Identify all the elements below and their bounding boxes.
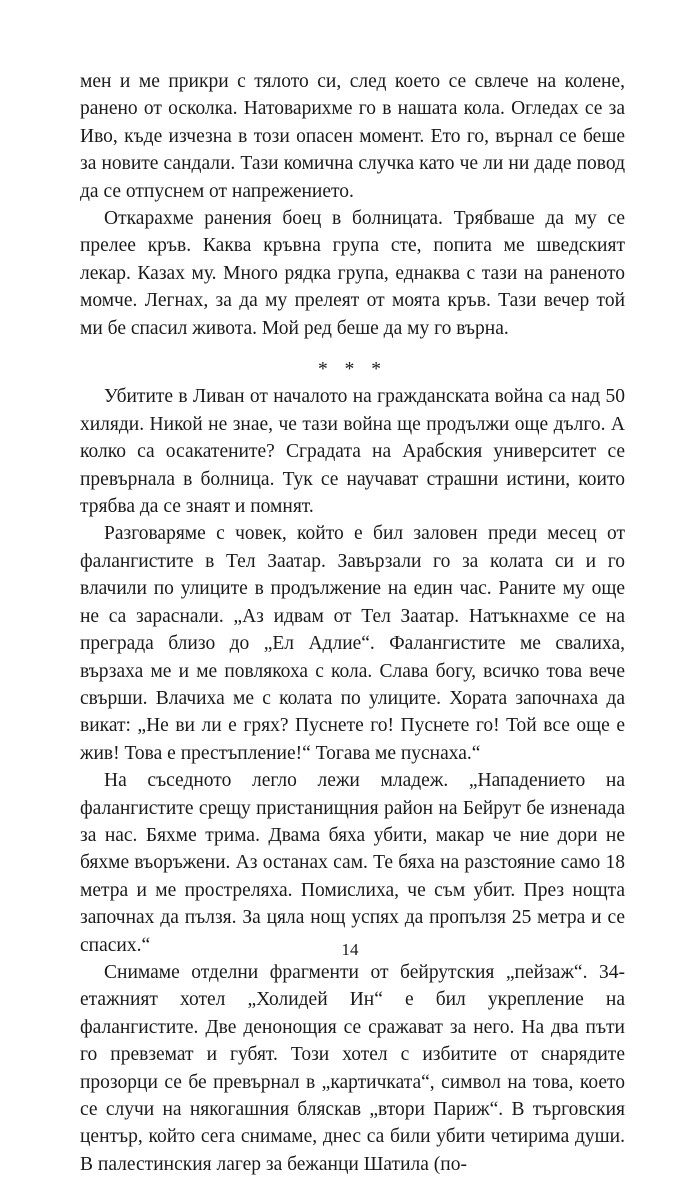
page-number: 14: [341, 940, 359, 959]
paragraph: Снимаме отделни фрагменти от бейрутския „пейзаж“. 34-етажният хотел „Холидей Ин“ е бил укрепление на фалангистите. Две денонощия се сражават за него. На два пъти го превземат и губят. Този хотел с избитите от снарядите прозорци се бе превърнал в „картичката“, символ на това, което се случи на някогашния бляскав „втори Париж“. В търговския център, който сега снимаме, днес са били убити четирима души. В палестинския лагер за бежанци Шатила (по-: [80, 961, 625, 1175]
paragraph: Откарахме ранения боец в болницата. Трябваше да му се прелее кръв. Каква кръвна група сте, попита ме шведският лекар. Казах му. Много рядка група, еднаква с тази на раненото момче. Легнах, за да му прелеят от моята кръв. Тази вечер той ми бе спасил живота. Мой ред беше да му го върна.: [80, 208, 625, 339]
paragraph-continued: мен и ме прикри с тялото си, след което се свлече на колене, ранено от осколка. Натоварихме го в нашата кола. Огледах се за Иво, къде изчезна в този опасен момент. Ето го, върнал се беше за новите сандали. Тази комична случка като че ли ни даде повод да се отпуснем от напрежението.: [80, 71, 625, 202]
section-separator: * * *: [318, 359, 387, 381]
paragraph: Убитите в Ливан от началото на гражданската война са над 50 хиляди. Никой не знае, че тази война ще продължи още дълго. А колко са осакатените? Сградата на Арабския университет се превърнала в болница. Тук се научават страшни истини, които трябва да се знаят и помнят.: [80, 386, 625, 518]
paragraph: На съседното легло лежи младеж. „Нападението на фалангистите срещу пристанищния район на Бейрут бе изненада за нас. Бяхме трима. Двама бяха убити, макар че ние дори не бяхме въоръжени. Аз останах сам. Те бяха на разстояние само 18 метра и ме простреляха. Помислиха, че съм убит. През нощта започнах да пълзя. За цяла нощ успях да пропълзя 25 метра и се спасих.“: [80, 770, 625, 956]
body-text: [80, 68, 625, 1178]
paragraph: Разговаряме с човек, който е бил заловен преди месец от фалангистите в Тел Заатар. Завързали го за колата си и го влачили по улиците в продължение на един час. Раните му още не са зараснали. „Аз идвам от Тел Заатар. Натъкнахме се на преграда близо до „Ел Адлие“. Фалангистите ме свалиха, вързаха ме и ме повлякоха с кола. Слава богу, всичко това вече свърши. Влачиха ме с колата по улиците. Хората започнаха да викат: „Не ви ли е грях? Пуснете го! Пуснете го! Той все още е жив! Това е престъпление!“ Тогава ме пуснаха.“: [80, 523, 625, 764]
